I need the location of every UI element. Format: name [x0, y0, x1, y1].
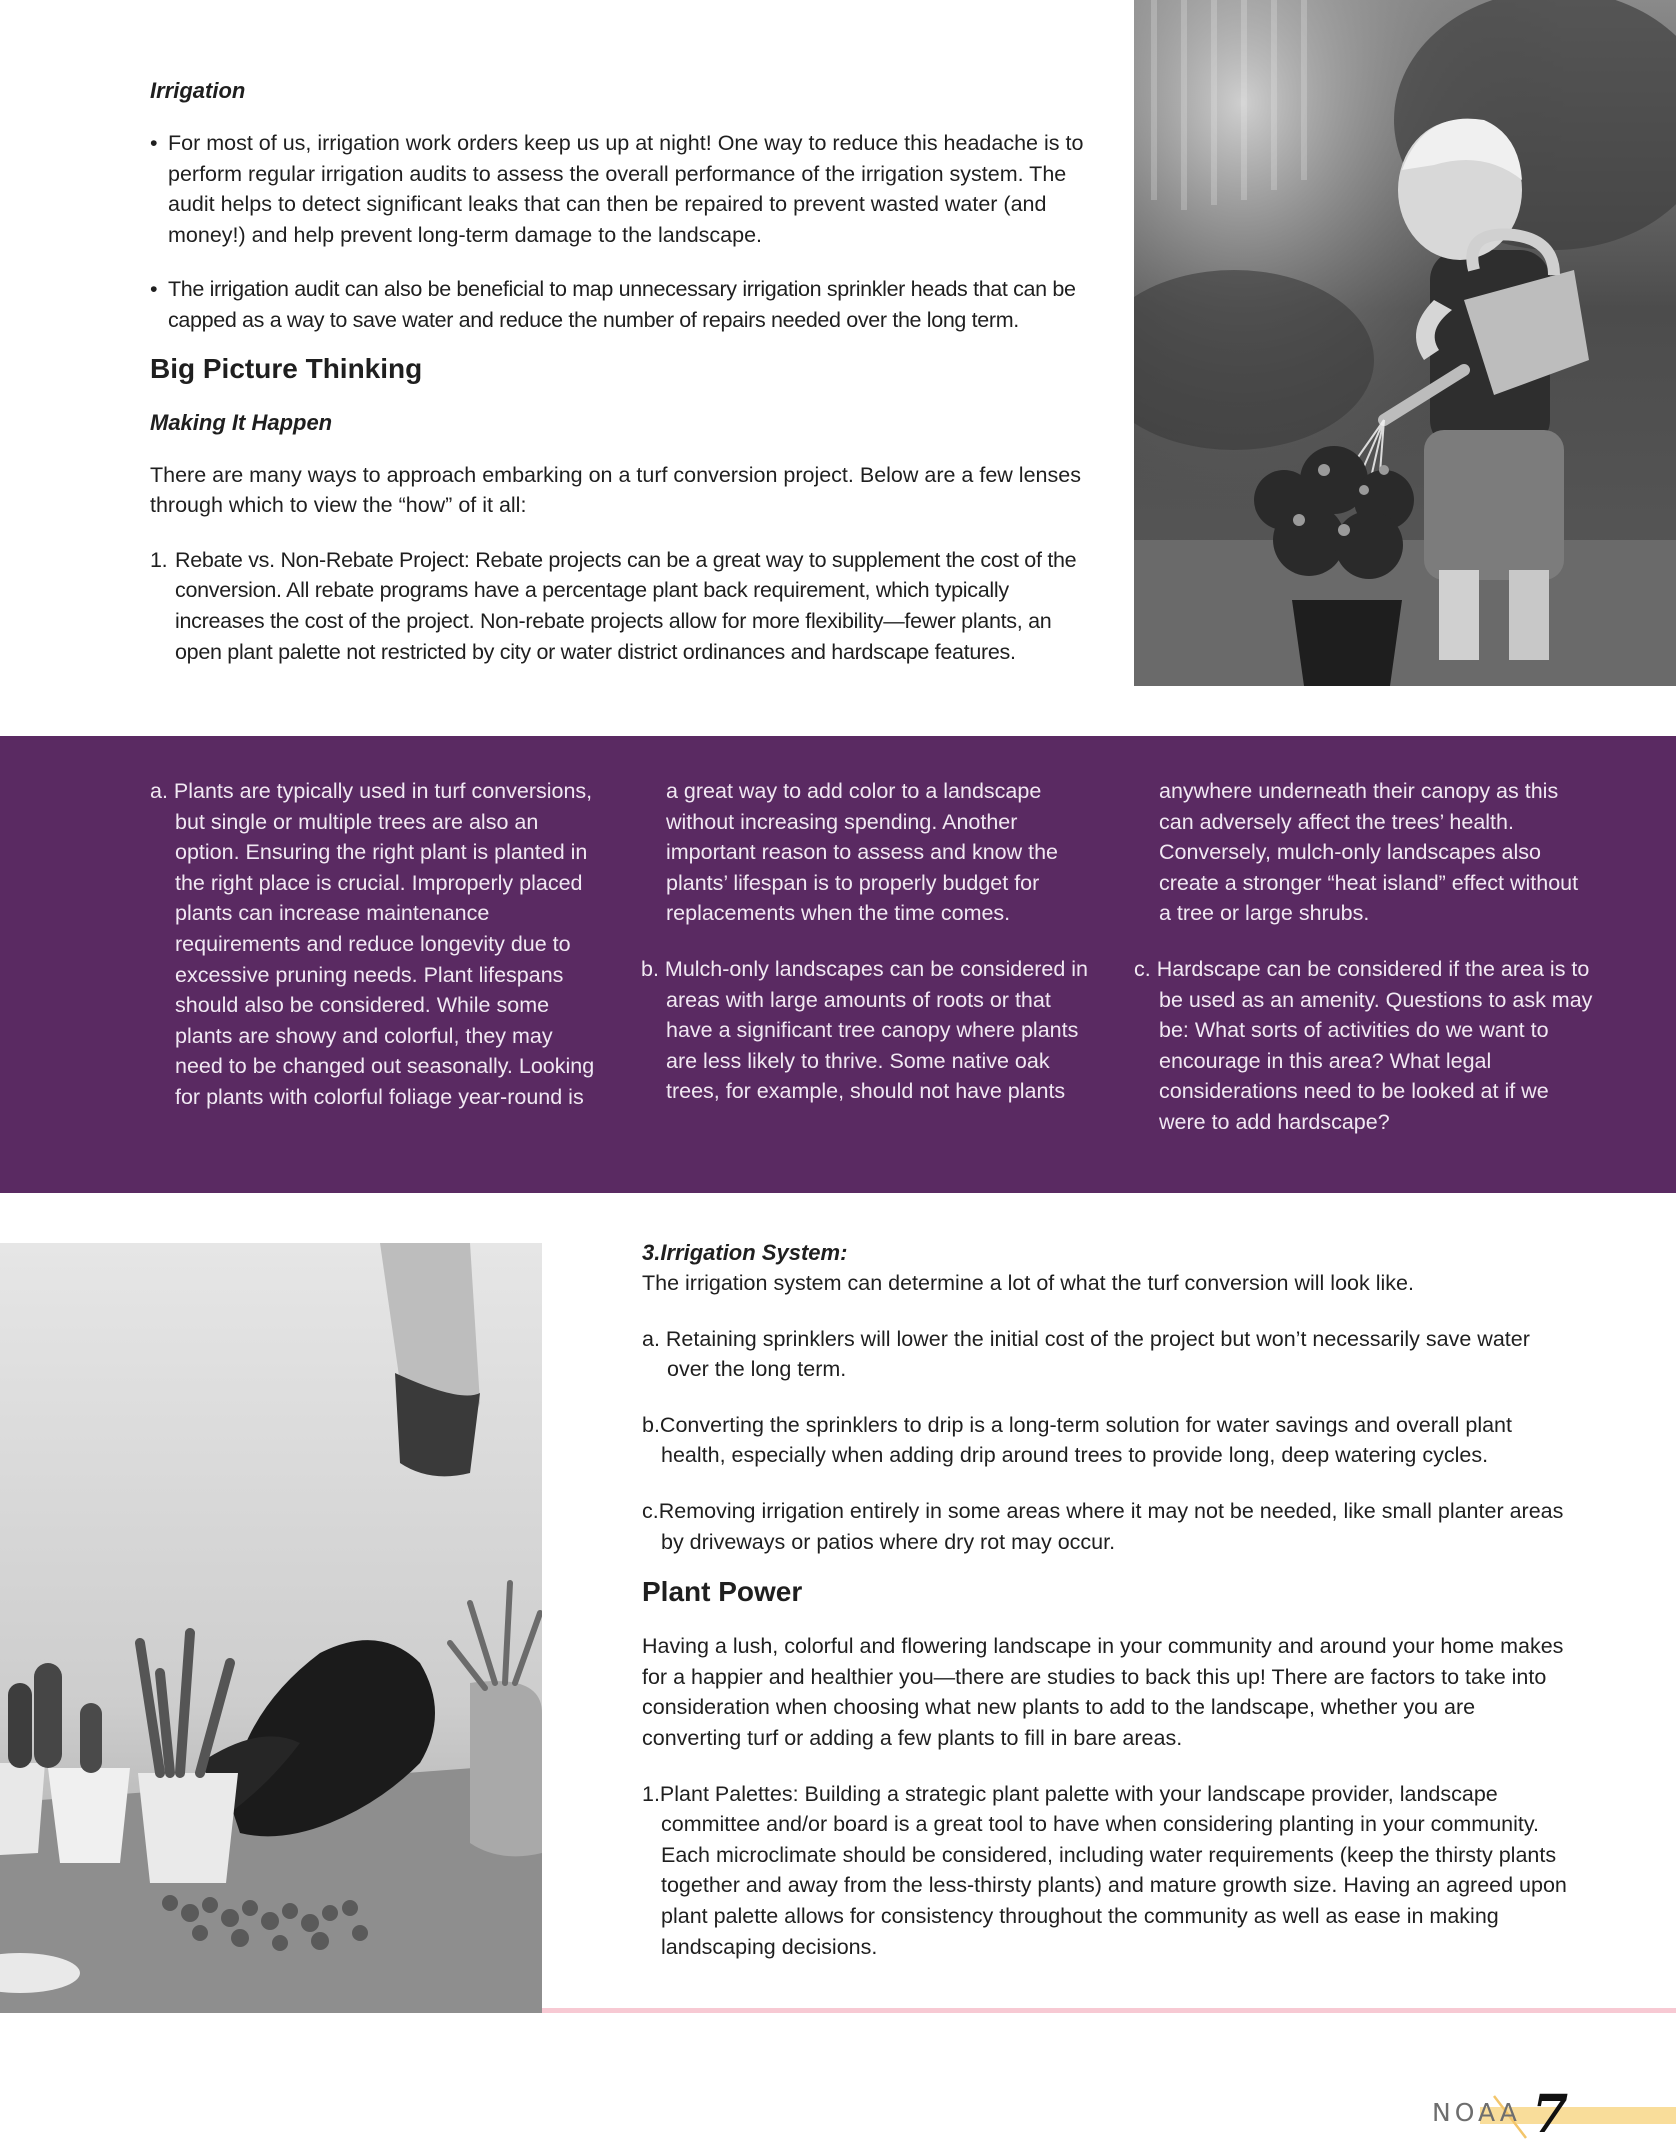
irrigation-item-b: b.Converting the sprinklers to drip is a long-term solution for water savings and overall plant health, especially when adding drip around trees to provide long, deep watering cycles. [642, 1412, 1512, 1468]
purple-column-3 [1134, 776, 1594, 1163]
big-picture-intro: There are many ways to approach embarking on a turf conversion project. Below are a few lenses through which to view the “how” of it all: [150, 462, 1081, 518]
mulch-item-b: b. Mulch-only landscapes can be considered in areas with large amounts of roots or that have a significant tree canopy where plants are less likely to thrive. Some native oak trees, for example, should not have plants [641, 956, 1088, 1104]
irrigation-bullet-2: • The irrigation audit can also be beneficial to map unnecessary irrigation sprinkler heads that can be capped as a way to save water and reduce the number of repairs needed over the long term. [150, 274, 1086, 335]
irrigation-bullet-1: • For most of us, irrigation work orders keep us up at night! One way to reduce this headache is to perform regular irrigation audits to assess the overall performance of the irrigation system. The audit helps to detect significant leaks that can then be repaired to prevent wasted water (and money!) and help prevent long-term damage to the landscape. [150, 128, 1086, 250]
cactus-potting-illustration [0, 1243, 542, 2013]
purple-column-1 [150, 776, 600, 1138]
page-footer [1420, 2084, 1676, 2145]
page-number: 7 [1532, 2084, 1569, 2145]
rebate-item: 1. Rebate vs. Non-Rebate Project: Rebate projects can be a great way to supplement the cost of the conversion. All rebate programs have a percentage plant back requirement, which typically increases the cost of the project. Non-rebate projects allow for more flexibility—fewer plants, an open plant palette not restricted by city or water district ordinances and hardscape features. [150, 547, 1077, 664]
hardscape-item-c: c. Hardscape can be considered if the area is to be used as an amenity. Questions to ask may be: What sorts of activities do we want to encourage in this area? What legal considerations need to be looked at if we were to add hardscape? [1134, 956, 1593, 1134]
big-picture-heading: Big Picture Thinking [150, 352, 423, 384]
plant-power-heading: Plant Power [642, 1576, 803, 1608]
photo-child-watering-plant [1134, 0, 1676, 686]
footer-brand: NOAA [1432, 2098, 1521, 2127]
purple-column-2 [641, 776, 1091, 1132]
plant-power-intro: Having a lush, colorful and flowering landscape in your community and around your home makes for a happier and healthier you—there are studies to back this up! There are factors to take into consideration when choosing what new plants to add to the landscape, whether you are converting turf or adding a few plants to fill in bare areas. [642, 1634, 1564, 1750]
photo-gloved-hands-potting-cactus [0, 1243, 542, 2013]
irrigation-system-title: 3.Irrigation System: [642, 1240, 848, 1265]
irrigation-system-intro: The irrigation system can determine a lot of what the turf conversion will look like. [642, 1271, 1414, 1295]
bullet-dot: • [150, 131, 158, 155]
top-text-section [150, 76, 1086, 667]
child-watering-illustration [1134, 0, 1676, 686]
plants-item-a-continued: a great way to add color to a landscape without increasing spending. Another important reason to assess and know the plants’ lifespan is to properly budget for replacements when the time comes. [666, 779, 1058, 926]
plants-item-a: a. Plants are typically used in turf conversions, but single or multiple trees are also an option. Ensuring the right plant is planted in the right place is crucial. Improperly placed plants can increase maintenance requirements and reduce longevity due to excessive pruning needs. Plant lifespans should also be considered. While some plants are showy and colorful, they may need to be changed out seasonally. Looking for plants with colorful foliage year-round is [150, 779, 595, 1109]
pink-divider-rule [542, 2008, 1676, 2013]
mulch-item-b-continued: anywhere underneath their canopy as this can adversely affect the trees’ health. Conversely, mulch-only landscapes also create a stronger “heat island” effect without a tree or large shrubs. [1159, 779, 1579, 926]
irrigation-item-c: c.Removing irrigation entirely in some areas where it may not be needed, like small planter areas by driveways or patios where dry rot may occur. [642, 1498, 1564, 1554]
irrigation-item-a: a. Retaining sprinklers will lower the initial cost of the project but won’t necessarily save water over the long term. [642, 1326, 1530, 1382]
purple-info-band [0, 736, 1676, 1193]
irrigation-heading: Irrigation [150, 78, 246, 103]
bullet-dot: • [150, 277, 158, 302]
bottom-text-section [642, 1238, 1577, 1987]
plant-palettes-item: 1.Plant Palettes: Building a strategic plant palette with your landscape provider, landscape committee and/or board is a great tool to have when considering planting in your community. Each microclimate should be considered, including water requirements (keep the thirsty plants together and away from the less-thirsty plants) and mature growth size. Having an agreed upon plant palette allows for consistency throughout the community as well as ease in making landscaping decisions. [642, 1781, 1567, 1959]
making-it-happen-subheading: Making It Happen [150, 409, 333, 435]
